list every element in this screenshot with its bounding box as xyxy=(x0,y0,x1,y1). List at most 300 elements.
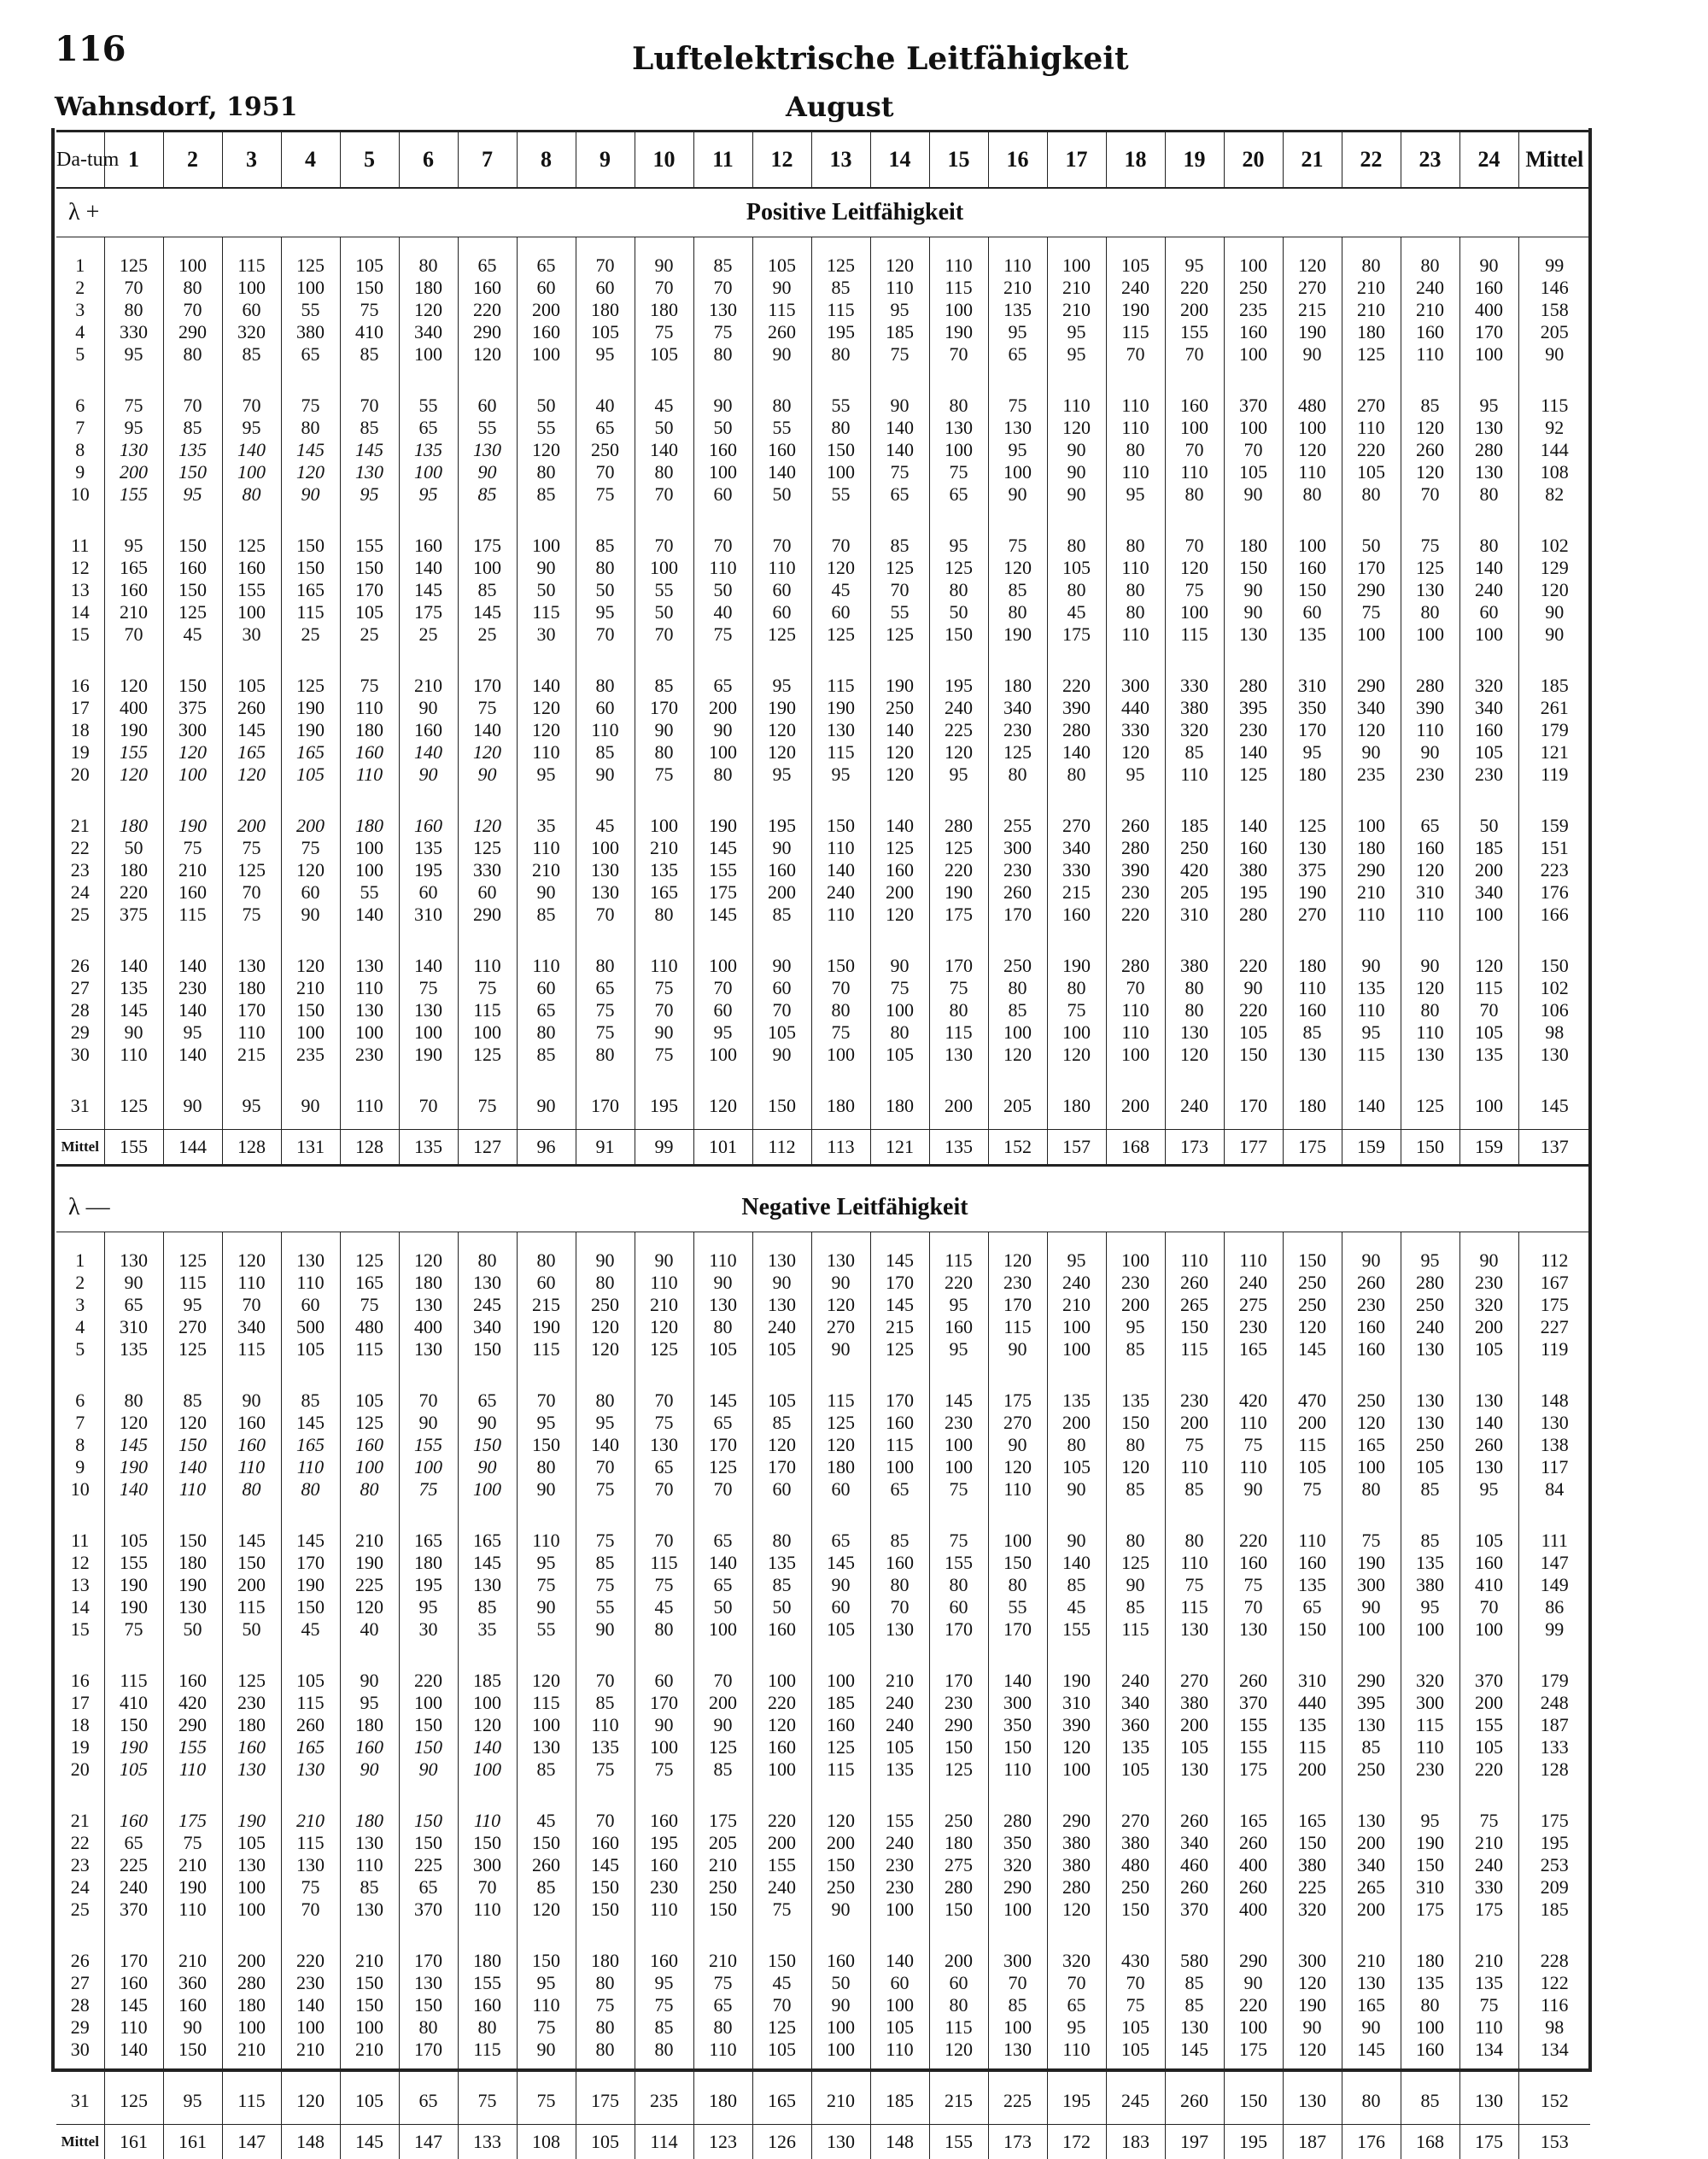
value-cell: 110 xyxy=(222,1456,281,1478)
table-row xyxy=(56,1653,1590,1692)
value-cell: 75 xyxy=(693,321,752,343)
value-cell: 80 xyxy=(1165,999,1224,1021)
value-cell: 55 xyxy=(635,579,693,601)
value-cell: 75 xyxy=(1165,1434,1224,1456)
value-cell: 75 xyxy=(635,1758,693,1793)
mean-cell: 122 xyxy=(1518,1972,1590,1994)
value-cell: 190 xyxy=(163,798,222,837)
value-cell: 260 xyxy=(1342,1272,1401,1294)
value-cell: 75 xyxy=(458,1078,517,1130)
value-cell: 260 xyxy=(1165,1876,1224,1899)
value-cell: 60 xyxy=(870,1972,929,1994)
value-cell: 140 xyxy=(458,1736,517,1758)
value-cell: 95 xyxy=(517,1972,576,1994)
value-cell: 210 xyxy=(693,1854,752,1876)
value-cell: 260 xyxy=(222,697,281,719)
value-cell: 160 xyxy=(1342,1316,1401,1338)
value-cell: 105 xyxy=(1047,1456,1106,1478)
value-cell: 105 xyxy=(1106,237,1165,278)
value-cell: 145 xyxy=(1342,2039,1401,2073)
mean-value: 155 xyxy=(929,2125,988,2159)
mean-cell: 90 xyxy=(1518,343,1590,377)
value-cell: 120 xyxy=(104,1412,163,1434)
table-row xyxy=(56,557,1590,579)
value-cell: 235 xyxy=(635,2073,693,2125)
value-cell: 190 xyxy=(1106,299,1165,321)
value-cell: 150 xyxy=(811,798,870,837)
date-cell: 7 xyxy=(56,417,104,439)
value-cell: 110 xyxy=(340,1078,399,1130)
value-cell: 70 xyxy=(576,1456,635,1478)
value-cell: 150 xyxy=(576,1899,635,1933)
header-hour: 21 xyxy=(1283,132,1342,189)
value-cell: 75 xyxy=(929,1478,988,1512)
value-cell: 55 xyxy=(517,1618,576,1653)
value-cell: 65 xyxy=(693,658,752,697)
value-cell: 130 xyxy=(281,1232,340,1273)
date-cell: 23 xyxy=(56,859,104,881)
value-cell: 80 xyxy=(1047,579,1106,601)
value-cell: 120 xyxy=(281,2073,340,2125)
value-cell: 90 xyxy=(163,1078,222,1130)
value-cell: 210 xyxy=(693,1933,752,1972)
value-cell: 180 xyxy=(340,1714,399,1736)
value-cell: 260 xyxy=(752,321,811,343)
value-cell: 100 xyxy=(1106,1232,1165,1273)
value-cell: 100 xyxy=(340,1456,399,1478)
value-cell: 85 xyxy=(458,1596,517,1618)
value-cell: 50 xyxy=(635,417,693,439)
date-cell: 10 xyxy=(56,483,104,518)
value-cell: 290 xyxy=(1342,579,1401,601)
value-cell: 130 xyxy=(340,999,399,1021)
value-cell: 155 xyxy=(1047,1618,1106,1653)
value-cell: 115 xyxy=(222,1596,281,1618)
value-cell: 80 xyxy=(635,461,693,483)
value-cell: 120 xyxy=(752,1714,811,1736)
value-cell: 105 xyxy=(1047,557,1106,579)
value-cell: 80 xyxy=(517,461,576,483)
mean-cell: 179 xyxy=(1518,1653,1590,1692)
value-cell: 70 xyxy=(163,377,222,417)
value-cell: 115 xyxy=(811,658,870,697)
value-cell: 45 xyxy=(752,1972,811,1994)
value-cell: 210 xyxy=(811,2073,870,2125)
table-row xyxy=(56,579,1590,601)
month-label: August xyxy=(786,91,894,123)
value-cell: 115 xyxy=(458,999,517,1021)
value-cell: 125 xyxy=(281,658,340,697)
value-cell: 80 xyxy=(576,658,635,697)
value-cell: 100 xyxy=(1224,343,1283,377)
value-cell: 170 xyxy=(929,938,988,977)
date-cell: 27 xyxy=(56,1972,104,1994)
value-cell: 150 xyxy=(1283,579,1342,601)
date-cell: 17 xyxy=(56,697,104,719)
value-cell: 80 xyxy=(1165,977,1224,999)
value-cell: 70 xyxy=(104,623,163,658)
date-cell: 23 xyxy=(56,1854,104,1876)
value-cell: 60 xyxy=(222,299,281,321)
value-cell: 230 xyxy=(340,1044,399,1078)
value-cell: 65 xyxy=(458,1372,517,1412)
mean-cell: 185 xyxy=(1518,1899,1590,1933)
header-hour: 6 xyxy=(399,132,458,189)
value-cell: 220 xyxy=(281,1933,340,1972)
value-cell: 85 xyxy=(340,417,399,439)
value-cell: 70 xyxy=(635,999,693,1021)
value-cell: 105 xyxy=(1459,1512,1518,1552)
value-cell: 235 xyxy=(281,1044,340,1078)
value-cell: 200 xyxy=(104,461,163,483)
value-cell: 260 xyxy=(1224,1876,1283,1899)
value-cell: 90 xyxy=(399,764,458,798)
value-cell: 100 xyxy=(1047,1338,1106,1372)
value-cell: 75 xyxy=(1283,1478,1342,1512)
value-cell: 75 xyxy=(340,658,399,697)
value-cell: 100 xyxy=(458,1478,517,1512)
value-cell: 145 xyxy=(693,904,752,938)
value-cell: 240 xyxy=(1165,1078,1224,1130)
table-row xyxy=(56,977,1590,999)
value-cell: 170 xyxy=(635,1692,693,1714)
value-cell: 175 xyxy=(399,601,458,623)
value-cell: 230 xyxy=(988,859,1047,881)
value-cell: 100 xyxy=(1165,417,1224,439)
value-cell: 75 xyxy=(1224,1434,1283,1456)
value-cell: 300 xyxy=(1342,1574,1401,1596)
value-cell: 110 xyxy=(1401,719,1459,741)
value-cell: 40 xyxy=(576,377,635,417)
value-cell: 140 xyxy=(104,938,163,977)
value-cell: 135 xyxy=(576,1736,635,1758)
value-cell: 105 xyxy=(1459,1021,1518,1044)
mean-value: 135 xyxy=(399,1130,458,1166)
value-cell: 110 xyxy=(222,1021,281,1044)
table-row xyxy=(56,1574,1590,1596)
value-cell: 120 xyxy=(1165,557,1224,579)
mean-cell: 147 xyxy=(1518,1552,1590,1574)
value-cell: 85 xyxy=(458,483,517,518)
value-cell: 150 xyxy=(399,1832,458,1854)
table-row xyxy=(56,658,1590,697)
mean-value: 128 xyxy=(340,1130,399,1166)
value-cell: 60 xyxy=(752,977,811,999)
value-cell: 260 xyxy=(1165,2073,1224,2125)
value-cell: 80 xyxy=(1342,1478,1401,1512)
value-cell: 80 xyxy=(576,1272,635,1294)
value-cell: 90 xyxy=(752,938,811,977)
value-cell: 240 xyxy=(1459,579,1518,601)
value-cell: 120 xyxy=(517,719,576,741)
value-cell: 190 xyxy=(104,1596,163,1618)
value-cell: 150 xyxy=(517,1832,576,1854)
value-cell: 130 xyxy=(1283,837,1342,859)
value-cell: 130 xyxy=(1459,461,1518,483)
value-cell: 130 xyxy=(1401,1338,1459,1372)
value-cell: 105 xyxy=(222,658,281,697)
date-cell: 7 xyxy=(56,1412,104,1434)
value-cell: 65 xyxy=(1401,798,1459,837)
value-cell: 140 xyxy=(340,904,399,938)
value-cell: 100 xyxy=(870,1899,929,1933)
value-cell: 125 xyxy=(752,623,811,658)
value-cell: 155 xyxy=(399,1434,458,1456)
value-cell: 115 xyxy=(281,1692,340,1714)
value-cell: 340 xyxy=(988,697,1047,719)
value-cell: 190 xyxy=(104,1736,163,1758)
value-cell: 125 xyxy=(811,237,870,278)
value-cell: 250 xyxy=(1342,1372,1401,1412)
value-cell: 100 xyxy=(281,2016,340,2039)
table-row xyxy=(56,277,1590,299)
date-cell: 9 xyxy=(56,461,104,483)
value-cell: 100 xyxy=(1047,1758,1106,1793)
value-cell: 150 xyxy=(1283,1832,1342,1854)
value-cell: 70 xyxy=(635,518,693,557)
value-cell: 210 xyxy=(517,859,576,881)
value-cell: 110 xyxy=(517,741,576,764)
mean-cell: 205 xyxy=(1518,321,1590,343)
value-cell: 115 xyxy=(811,1372,870,1412)
value-cell: 180 xyxy=(340,798,399,837)
mean-cell: 102 xyxy=(1518,518,1590,557)
value-cell: 160 xyxy=(752,439,811,461)
mean-value: 148 xyxy=(870,2125,929,2159)
value-cell: 90 xyxy=(1459,1232,1518,1273)
mean-value: 101 xyxy=(693,1130,752,1166)
value-cell: 110 xyxy=(635,938,693,977)
value-cell: 60 xyxy=(635,1653,693,1692)
value-cell: 400 xyxy=(1224,1899,1283,1933)
value-cell: 165 xyxy=(281,1434,340,1456)
value-cell: 240 xyxy=(104,1876,163,1899)
value-cell: 175 xyxy=(988,1372,1047,1412)
value-cell: 75 xyxy=(635,1412,693,1434)
value-cell: 160 xyxy=(222,1412,281,1434)
mean-cell: 99 xyxy=(1518,1618,1590,1653)
value-cell: 90 xyxy=(752,1272,811,1294)
date-cell: 26 xyxy=(56,1933,104,1972)
value-cell: 125 xyxy=(1401,1078,1459,1130)
value-cell: 130 xyxy=(1459,1372,1518,1412)
value-cell: 380 xyxy=(1401,1574,1459,1596)
value-cell: 150 xyxy=(576,1876,635,1899)
value-cell: 260 xyxy=(1106,798,1165,837)
value-cell: 125 xyxy=(870,557,929,579)
value-cell: 150 xyxy=(1224,557,1283,579)
value-cell: 165 xyxy=(1224,1793,1283,1832)
value-cell: 110 xyxy=(340,977,399,999)
value-cell: 55 xyxy=(988,1596,1047,1618)
value-cell: 145 xyxy=(281,1412,340,1434)
value-cell: 115 xyxy=(1283,1736,1342,1758)
table-row xyxy=(56,1294,1590,1316)
value-cell: 320 xyxy=(1047,1933,1106,1972)
value-cell: 310 xyxy=(1283,1653,1342,1692)
value-cell: 125 xyxy=(458,837,517,859)
value-cell: 130 xyxy=(1401,579,1459,601)
mean-value: 123 xyxy=(693,2125,752,2159)
value-cell: 100 xyxy=(1459,343,1518,377)
value-cell: 125 xyxy=(222,518,281,557)
value-cell: 195 xyxy=(399,859,458,881)
value-cell: 180 xyxy=(1342,837,1401,859)
value-cell: 90 xyxy=(1224,579,1283,601)
date-cell: 28 xyxy=(56,999,104,1021)
value-cell: 240 xyxy=(870,1832,929,1854)
value-cell: 110 xyxy=(458,938,517,977)
value-cell: 110 xyxy=(281,1456,340,1478)
mean-cell: 130 xyxy=(1518,1412,1590,1434)
value-cell: 85 xyxy=(1401,377,1459,417)
value-cell: 70 xyxy=(1106,1972,1165,1994)
value-cell: 130 xyxy=(458,439,517,461)
value-cell: 290 xyxy=(1342,1653,1401,1692)
value-cell: 110 xyxy=(163,1478,222,1512)
value-cell: 210 xyxy=(222,2039,281,2073)
mean-cell: 134 xyxy=(1518,2039,1590,2073)
mean-value: 153 xyxy=(1518,2125,1590,2159)
value-cell: 170 xyxy=(988,1294,1047,1316)
value-cell: 100 xyxy=(340,859,399,881)
value-cell: 95 xyxy=(1459,1478,1518,1512)
value-cell: 160 xyxy=(163,1653,222,1692)
value-cell: 75 xyxy=(517,1574,576,1596)
value-cell: 115 xyxy=(1165,1596,1224,1618)
value-cell: 75 xyxy=(281,377,340,417)
value-cell: 95 xyxy=(811,764,870,798)
value-cell: 125 xyxy=(458,1044,517,1078)
value-cell: 230 xyxy=(1106,1272,1165,1294)
value-cell: 260 xyxy=(281,1714,340,1736)
value-cell: 120 xyxy=(458,343,517,377)
mean-value: 145 xyxy=(340,2125,399,2159)
value-cell: 80 xyxy=(1047,1434,1106,1456)
table-row xyxy=(56,1933,1590,1972)
value-cell: 250 xyxy=(929,1793,988,1832)
value-cell: 75 xyxy=(635,1994,693,2016)
header-hour: 5 xyxy=(340,132,399,189)
value-cell: 150 xyxy=(104,1714,163,1736)
value-cell: 200 xyxy=(1106,1078,1165,1130)
value-cell: 230 xyxy=(988,719,1047,741)
value-cell: 65 xyxy=(104,1294,163,1316)
value-cell: 70 xyxy=(752,518,811,557)
mean-cell: 253 xyxy=(1518,1854,1590,1876)
value-cell: 155 xyxy=(752,1854,811,1876)
value-cell: 250 xyxy=(1106,1876,1165,1899)
table-row xyxy=(56,1434,1590,1456)
value-cell: 410 xyxy=(104,1692,163,1714)
value-cell: 225 xyxy=(929,719,988,741)
value-cell: 130 xyxy=(104,1232,163,1273)
value-cell: 190 xyxy=(929,881,988,904)
value-cell: 210 xyxy=(163,1854,222,1876)
value-cell: 160 xyxy=(870,1412,929,1434)
value-cell: 90 xyxy=(870,938,929,977)
value-cell: 190 xyxy=(163,1574,222,1596)
value-cell: 100 xyxy=(1401,1618,1459,1653)
value-cell: 95 xyxy=(104,343,163,377)
value-cell: 125 xyxy=(811,1736,870,1758)
table-row xyxy=(56,1456,1590,1478)
section-title: Positive Leitfähigkeit xyxy=(222,188,1590,237)
value-cell: 170 xyxy=(988,904,1047,938)
value-cell: 580 xyxy=(1165,1933,1224,1972)
value-cell: 80 xyxy=(576,2039,635,2073)
value-cell: 25 xyxy=(399,623,458,658)
value-cell: 170 xyxy=(104,1933,163,1972)
value-cell: 290 xyxy=(458,904,517,938)
value-cell: 350 xyxy=(988,1714,1047,1736)
value-cell: 130 xyxy=(929,1044,988,1078)
value-cell: 120 xyxy=(811,557,870,579)
value-cell: 165 xyxy=(635,881,693,904)
date-cell: 14 xyxy=(56,1596,104,1618)
value-cell: 115 xyxy=(281,601,340,623)
value-cell: 95 xyxy=(635,1972,693,1994)
value-cell: 380 xyxy=(1165,1692,1224,1714)
date-cell: 30 xyxy=(56,2039,104,2073)
value-cell: 130 xyxy=(1165,1618,1224,1653)
value-cell: 160 xyxy=(635,1793,693,1832)
value-cell: 130 xyxy=(517,1736,576,1758)
value-cell: 90 xyxy=(752,277,811,299)
value-cell: 150 xyxy=(281,1596,340,1618)
value-cell: 90 xyxy=(693,1272,752,1294)
value-cell: 75 xyxy=(281,1876,340,1899)
value-cell: 90 xyxy=(635,1714,693,1736)
value-cell: 380 xyxy=(1106,1832,1165,1854)
mean-cell: 152 xyxy=(1518,2073,1590,2125)
value-cell: 240 xyxy=(1047,1272,1106,1294)
value-cell: 140 xyxy=(870,417,929,439)
value-cell: 85 xyxy=(517,1876,576,1899)
mean-value: 126 xyxy=(752,2125,811,2159)
value-cell: 125 xyxy=(811,623,870,658)
value-cell: 190 xyxy=(1401,1832,1459,1854)
value-cell: 140 xyxy=(1459,1412,1518,1434)
value-cell: 40 xyxy=(340,1618,399,1653)
value-cell: 240 xyxy=(929,697,988,719)
value-cell: 120 xyxy=(576,1338,635,1372)
value-cell: 110 xyxy=(1401,1021,1459,1044)
mean-cell: 148 xyxy=(1518,1372,1590,1412)
value-cell: 310 xyxy=(399,904,458,938)
value-cell: 180 xyxy=(399,277,458,299)
value-cell: 90 xyxy=(517,2039,576,2073)
value-cell: 180 xyxy=(340,719,399,741)
value-cell: 245 xyxy=(458,1294,517,1316)
value-cell: 250 xyxy=(1283,1272,1342,1294)
value-cell: 200 xyxy=(1459,1316,1518,1338)
value-cell: 110 xyxy=(988,1478,1047,1512)
value-cell: 255 xyxy=(988,798,1047,837)
value-cell: 180 xyxy=(163,1552,222,1574)
value-cell: 225 xyxy=(399,1854,458,1876)
value-cell: 55 xyxy=(517,417,576,439)
value-cell: 220 xyxy=(1047,658,1106,697)
value-cell: 290 xyxy=(1342,658,1401,697)
value-cell: 75 xyxy=(811,1021,870,1044)
value-cell: 135 xyxy=(988,299,1047,321)
value-cell: 80 xyxy=(811,999,870,1021)
value-cell: 210 xyxy=(870,1653,929,1692)
section-gap xyxy=(56,1166,1590,1185)
value-cell: 105 xyxy=(1106,2016,1165,2039)
value-cell: 50 xyxy=(635,601,693,623)
